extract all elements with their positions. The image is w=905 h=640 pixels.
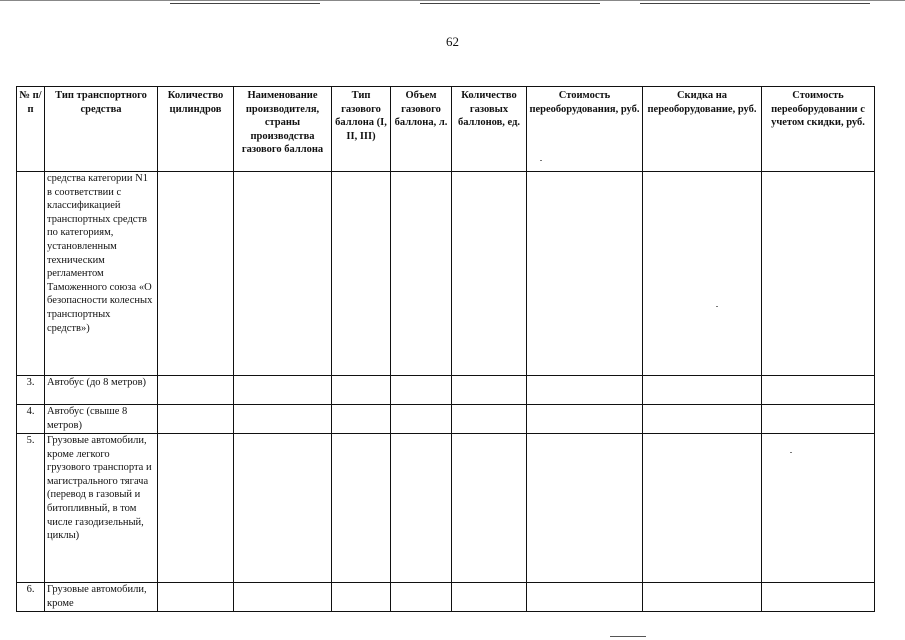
empty-cell [332,376,391,405]
empty-cell [527,172,643,376]
row-vehicle-type: Автобус (до 8 метров) [45,376,158,405]
empty-cell [762,583,875,612]
table-row [17,376,875,405]
header-conversion-cost: Стоимость переоборудования, руб. [527,87,643,172]
empty-cell [158,583,234,612]
empty-cell [762,172,875,376]
empty-cell [762,405,875,434]
header-manufacturer: Наименование производителя, страны производства газового баллона [234,87,332,172]
scan-speck [716,306,718,307]
header-discount: Скидка на переоборудование, руб. [643,87,762,172]
empty-cell [391,405,452,434]
empty-cell [762,434,875,583]
row-number: 6. [17,583,45,612]
header-volume: Объем газового баллона, л. [391,87,452,172]
empty-cell [391,434,452,583]
table-row [17,172,875,376]
table-row [17,434,875,583]
row-number [17,172,45,376]
empty-cell [332,405,391,434]
row-vehicle-type: Грузовые автомобили, кроме [45,583,158,612]
row-number: 5. [17,434,45,583]
table-row [17,583,875,612]
empty-cell [391,583,452,612]
table-row [17,405,875,434]
empty-cell [158,376,234,405]
empty-cell [234,172,332,376]
empty-cell [234,434,332,583]
row-vehicle-type: Автобус (свыше 8 метров) [45,405,158,434]
empty-cell [452,583,527,612]
header-cylinder-type: Тип газового баллона (I, II, III) [332,87,391,172]
scan-edge-line [420,3,600,4]
header-cylinders: Количество цилиндров [158,87,234,172]
row-number: 4. [17,405,45,434]
empty-cell [452,172,527,376]
page-number: 62 [446,34,459,49]
empty-cell [643,172,762,376]
empty-cell [234,376,332,405]
table-header-row [17,87,875,172]
header-cost-with-discount: Стоимость переоборудовании с учетом скидки, руб. [762,87,875,172]
header-cylinder-count: Количество газовых баллонов, ед. [452,87,527,172]
empty-cell [643,405,762,434]
empty-cell [158,405,234,434]
empty-cell [452,405,527,434]
empty-cell [643,376,762,405]
empty-cell [527,583,643,612]
empty-cell [391,172,452,376]
empty-cell [332,434,391,583]
equipment-cost-table [16,86,875,612]
header-number: № п/п [17,87,45,172]
empty-cell [762,376,875,405]
row-vehicle-type: Грузовые автомобили, кроме легкого грузового транспорта и магистрального тягача (перевод в газовый и битопливный, в том числе газодизельный, циклы) [45,434,158,583]
empty-cell [391,376,452,405]
empty-cell [158,172,234,376]
empty-cell [158,434,234,583]
header-vehicle-type: Тип транспортного средства [45,87,158,172]
empty-cell [452,434,527,583]
empty-cell [234,583,332,612]
row-vehicle-type: средства категории N1 в соответствии с классификацией транспортных средств по категориям, установленным техническим регламентом Таможенного союза «О безопасности колесных транспортных средств») [45,172,158,376]
empty-cell [527,376,643,405]
empty-cell [527,405,643,434]
empty-cell [452,376,527,405]
scan-edge-line [0,0,905,1]
scan-speck [790,452,792,453]
scan-edge-line [640,3,870,4]
scan-edge-line [170,3,320,4]
empty-cell [643,434,762,583]
empty-cell [527,434,643,583]
empty-cell [332,172,391,376]
empty-cell [332,583,391,612]
empty-cell [234,405,332,434]
row-number: 3. [17,376,45,405]
empty-cell [643,583,762,612]
scan-speck [540,160,542,161]
scan-edge-line [610,636,646,637]
